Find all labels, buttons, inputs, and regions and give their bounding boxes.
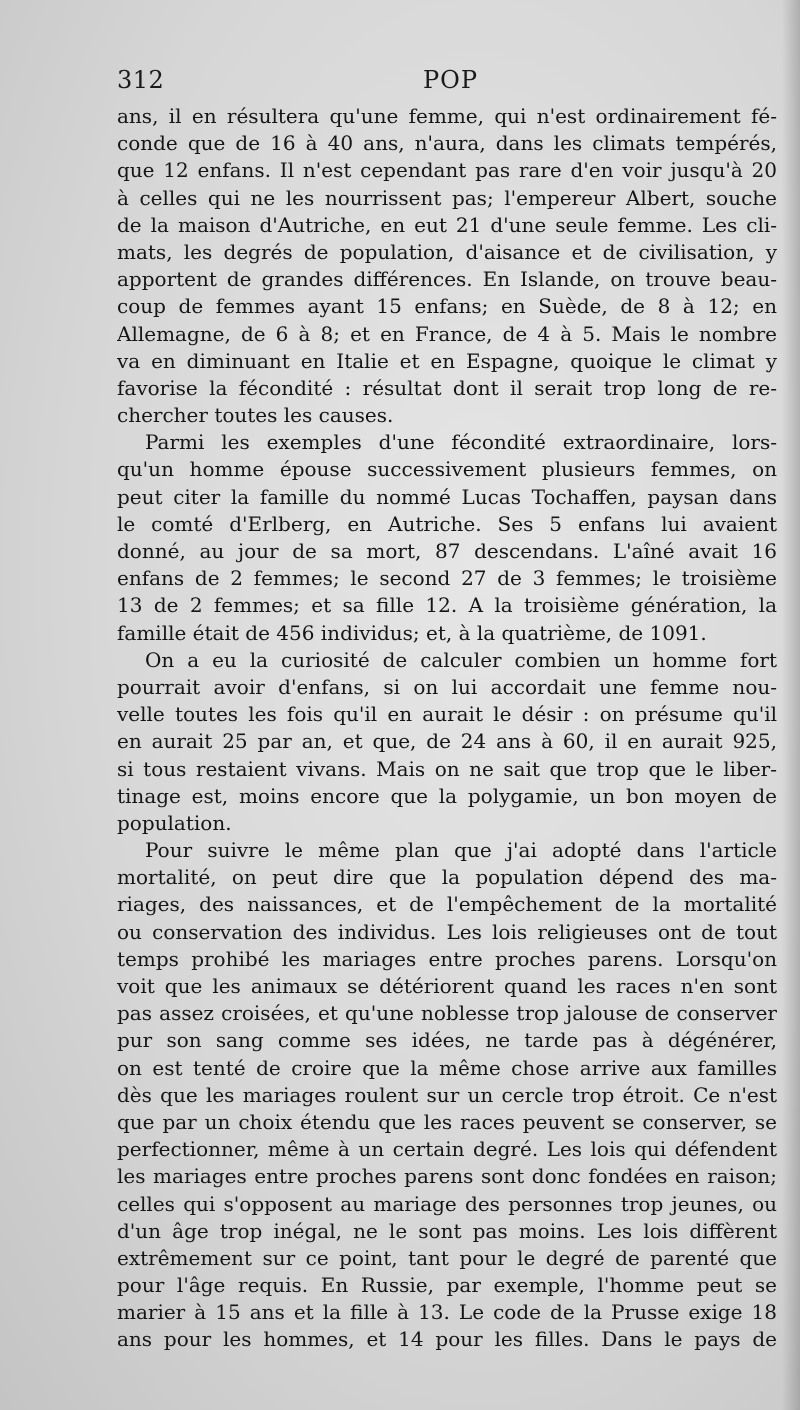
paragraph-start-line: On a eu la curiosité de calculer combien un homme fort	[145, 647, 777, 672]
text-line: pur son sang comme ses idées, ne tarde pas à dégénérer,	[117, 1028, 777, 1053]
text-line: chercher toutes les causes.	[117, 403, 394, 428]
text-line: celles qui s'opposent au mariage des personnes trop jeunes, ou	[117, 1191, 777, 1216]
text-line: famille était de 456 individus; et, à la quatrième, de 1091.	[117, 620, 707, 645]
text-line: que par un choix étendu que les races peuvent se conserver, se	[117, 1109, 777, 1134]
text-line: le comté d'Erlberg, en Autriche. Ses 5 enfans lui avaient	[117, 511, 777, 536]
text-line: va en diminuant en Italie et en Espagne, quoique le climat y	[117, 348, 777, 373]
text-line: donné, au jour de sa mort, 87 descendans. L'aîné avait 16	[117, 539, 777, 563]
paragraph-start-line: Pour suivre le même plan que j'ai adopté dans l'article	[145, 838, 777, 863]
text-line: marier à 15 ans et la fille à 13. Le code de la Prusse exige 18	[117, 1300, 777, 1325]
text-line: en aurait 25 par an, et que, de 24 ans à 60, il en aurait 925,	[117, 729, 777, 754]
text-line: velle toutes les fois qu'il en aurait le désir : on présume qu'il	[117, 702, 777, 727]
text-line: mats, les degrés de population, d'aisance et de civilisation, y	[117, 239, 777, 264]
text-line: qu'un homme épouse successivement plusieurs femmes, on	[117, 457, 777, 482]
text-line: favorise la fécondité : résultat dont il serait trop long de re-	[117, 375, 777, 400]
text-line: enfans de 2 femmes; le second 27 de 3 femmes; le troisième	[117, 566, 777, 591]
page-header	[117, 66, 777, 100]
text-line: population.	[117, 810, 232, 835]
paragraph-start-line: Parmi les exemples d'une fécondité extraordinaire, lors-	[145, 430, 777, 455]
text-line: dès que les mariages roulent sur un cercle trop étroit. Ce n'est	[117, 1082, 777, 1107]
text-line: voit que les animaux se détériorent quand les races n'en sont	[117, 974, 777, 998]
text-line: apportent de grandes différences. En Islande, on trouve beau-	[117, 267, 777, 292]
text-line: si tous restaient vivans. Mais on ne sait que trop que le liber-	[117, 756, 777, 781]
text-line: perfectionner, même à un certain degré. Les lois qui défendent	[117, 1137, 777, 1162]
text-line: coup de femmes ayant 15 enfans; en Suède, de 8 à 12; en	[117, 294, 777, 319]
text-line: à celles qui ne les nourrissent pas; l'empereur Albert, souche	[117, 185, 777, 210]
text-line: tinage est, moins encore que la polygamie, un bon moyen de	[117, 783, 777, 808]
text-line: 13 de 2 femmes; et sa fille 12. A la troisième génération, la	[117, 593, 777, 618]
text-line: peut citer la famille du nommé Lucas Tochaffen, paysan dans	[117, 484, 777, 509]
text-line: les mariages entre proches parens sont donc fondées en raison;	[117, 1164, 777, 1189]
text-line: pourrait avoir d'enfans, si on lui accordait une femme nou-	[117, 674, 777, 699]
text-line: conde que de 16 à 40 ans, n'aura, dans les climats tempérés,	[117, 131, 777, 156]
page-number: 312	[117, 66, 165, 94]
text-line: riages, des naissances, et de l'empêchement de la mortalité	[117, 892, 777, 917]
text-line: de la maison d'Autriche, en eut 21 d'une seule femme. Les cli-	[117, 212, 777, 237]
page-edge-shadow	[782, 0, 800, 1410]
text-line: on est tenté de croire que la même chose arrive aux familles	[117, 1055, 777, 1080]
text-line: ou conservation des individus. Les lois religieuses ont de tout	[117, 919, 777, 944]
text-line: ans, il en résultera qu'une femme, qui n'est ordinairement fé-	[117, 104, 777, 128]
text-line: pas assez croisées, et qu'une noblesse trop jalouse de conserver	[117, 1001, 777, 1026]
text-line: que 12 enfans. Il n'est cependant pas rare d'en voir jusqu'à 20	[117, 158, 777, 183]
text-line: temps prohibé les mariages entre proches parens. Lorsqu'on	[117, 946, 777, 971]
text-line: Allemagne, de 6 à 8; et en France, de 4 à 5. Mais le nombre	[117, 321, 777, 346]
text-line: extrêmement sur ce point, tant pour le degré de parenté que	[117, 1245, 777, 1270]
text-line: ans pour les hommes, et 14 pour les filles. Dans le pays de	[117, 1327, 777, 1352]
text-line: d'un âge trop inégal, ne le sont pas moins. Les lois diffèrent	[117, 1218, 777, 1243]
text-line: pour l'âge requis. En Russie, par exemple, l'homme peut se	[117, 1273, 777, 1298]
body-text	[117, 103, 777, 1354]
running-head: POP	[423, 66, 478, 94]
text-line: mortalité, on peut dire que la population dépend des ma-	[117, 865, 777, 890]
